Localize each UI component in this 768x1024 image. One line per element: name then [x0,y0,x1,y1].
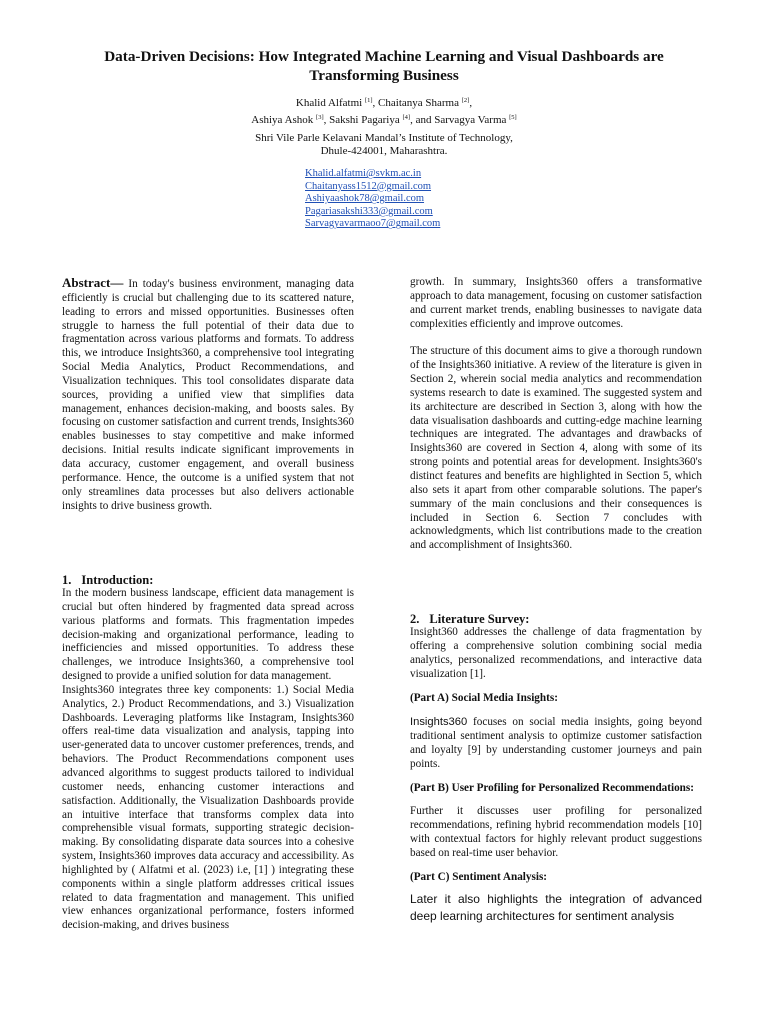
email-link[interactable]: Chaitanyass1512@gmail.com [305,180,432,192]
literature-paragraph: Insight360 addresses the challenge of data fragmentation by offering a comprehensive solution combining social media analytics, personalized recommendations, and interactive data visualization [1]. [410,626,702,680]
intro-continuation: growth. In summary, Insights360 offers a transformative approach to data management, focusing on customer satisfaction and current market trends, enabling businesses to navigate data complexities efficiently and improve outcomes. [410,276,702,330]
literature-section [410,612,702,925]
section-title: Introduction: [81,573,154,587]
part-b-paragraph: Further it discusses user profiling for personalized recommendations, refining hybrid recommendation models [10] with contextual factors for highly relevant product suggestions based on real-time user behavior. [410,805,702,859]
author-separator: , [469,97,473,109]
email-list [305,168,440,231]
institution-line-2: Dhule-424001, Maharashtra. [320,145,448,157]
author-name: Khalid Alfatmi [295,97,363,109]
paper-title-line-1: Data-Driven Decisions: How Integrated Machine Learning and Visual Dashboards are [104,48,664,65]
email-link[interactable]: Khalid.alfatmi@svkm.ac.in [305,168,422,179]
part-b-heading: (Part B) User Profiling for Personalized Recommendations: [410,781,694,794]
structure-paragraph: The structure of this document aims to give a thorough rundown of the Insights360 initiative. A review of the literature is given in Section 2, wherein social media analytics and recommendation systems research to date is examined. The suggested system and its architecture are described in Section 3, along with how the data visualisation dashboards and cutting-edge machine learning techniques are integrated. The advantages and drawbacks of Insights360 are covered in Section 4, along with some of its strong points and potential areas for development. Insights360's distinct features and benefits are highlighted in Section 5, which also sets it apart from other comparable solutions. The paper's summary of the main conclusions and their consequences is included in Section 6. Section 7 concludes with acknowledgments, which list contributions made to the creation and accomplishment of Insights360. [410,345,702,552]
author-line-2 [0,111,768,128]
author-name: Ashiya Ashok [251,113,314,126]
author-list [0,94,768,127]
left-column [62,276,354,513]
institution [0,132,768,158]
author-ref: [5] [509,113,517,121]
intro-paragraph-1: In the modern business landscape, efficient data management is crucial but often hindered by fragmented data spread across various platforms and formats. This fragmentation impedes decision-making and organizational performance, leading to inefficiencies and missed opportunities. To address these challenges, we introduce Insights360, a comprehensive tool designed to provide a unified solution for data management. [62,587,354,683]
author-name: Sakshi Pagariya [329,113,400,126]
abstract-text: In today's business environment, managing data efficiently is crucial but challenging due to its scattered nature, leading to errors and missed opportunities. Businesses often struggle to harness the full potential of their data due to fragmentation across various platforms and formats. To address this, we introduce Insights360, a comprehensive tool integrating Social Media Analytics, Product Recommendations, and Visualization techniques. This tool consolidates disparate data sources, providing a unified view that simplifies data management, enhances decision-making, and boosts sales. By focusing on customer satisfaction and current trends, Insights360 enables businesses to stay competitive and make informed decisions. Initial results indicate significant improvements in data accuracy, customer engagement, and overall business performance. Hence, the outcome is a unified system that not only streamlines data processes but also delivers actionable insights to drive business growth. [62,278,354,512]
abstract-heading: Abstract— [62,275,124,290]
literature-heading [410,612,702,626]
paper-title-line-2: Transforming Business [309,67,459,84]
email-link[interactable]: Pagariasakshi333@gmail.com [305,205,433,217]
section-number: 1. [62,573,72,587]
institution-line-1: Shri Vile Parle Kelavani Mandal’s Institute of Technology, [255,132,513,144]
part-a-lead: Insights360 [410,716,468,729]
part-a-paragraph [410,716,702,771]
author-name: Chaitanya Sharma [378,97,459,109]
author-name: Sarvagya Varma [434,113,507,126]
intro-section [62,573,354,933]
part-a-heading: (Part A) Social Media Insights: [410,692,558,705]
author-ref: [3] [316,113,324,121]
author-ref: [1] [364,97,373,104]
section-title: Literature Survey: [429,612,530,626]
paper-title [40,47,728,85]
email-link[interactable]: Sarvagyavarmaoo7@gmail.com [305,218,441,230]
author-separator: , [372,97,379,109]
author-separator: , [323,113,330,126]
right-column [410,276,702,553]
intro-paragraph-2: Insights360 integrates three key components: 1.) Social Media Analytics, 2.) Product Recommendations, and 3.) Visualization Dashboards. Leveraging platforms like Instagram, Insights360 offers real-time data visualization and analysis, tapping into user-generated data to uncover customer preferences, trends, and behaviors. The Product Recommendations component uses advanced algorithms to suggest products tailored to individual customer needs, enhancing customer interactions and satisfaction. Additionally, the Visualization Dashboards provide an intuitive interface that transforms complex data into comprehensible visual formats, supporting strategic decision-making. By consolidating disparate data sources into a cohesive system, Insights360 improves data accuracy and accessibility. As highlighted by ( Alfatmi et al. (2023) i.e, [1] ) integrating these components within a single platform addresses critical issues related to data fragmentation and management. This unified view enhances organizational performance, fosters informed decision-making, and drives business [62,683,354,932]
section-number: 2. [410,612,420,626]
author-ref: [2] [461,97,470,104]
email-link[interactable]: Ashiyaashok78@gmail.com [305,193,425,205]
intro-heading [62,573,354,587]
abstract [62,276,354,513]
part-c-heading: (Part C) Sentiment Analysis: [410,870,548,883]
author-ref: [4] [402,113,411,121]
author-line-1 [0,94,768,111]
author-separator: , and [410,113,435,126]
part-c-paragraph: Later it also highlights the integration of advanced deep learning architectures for sentiment analysis [410,891,702,923]
part-a-text: focuses on social media insights, going beyond traditional sentiment analysis to optimize customer satisfaction and loyalty [9] by understanding customer journeys and pain points. [410,716,702,770]
